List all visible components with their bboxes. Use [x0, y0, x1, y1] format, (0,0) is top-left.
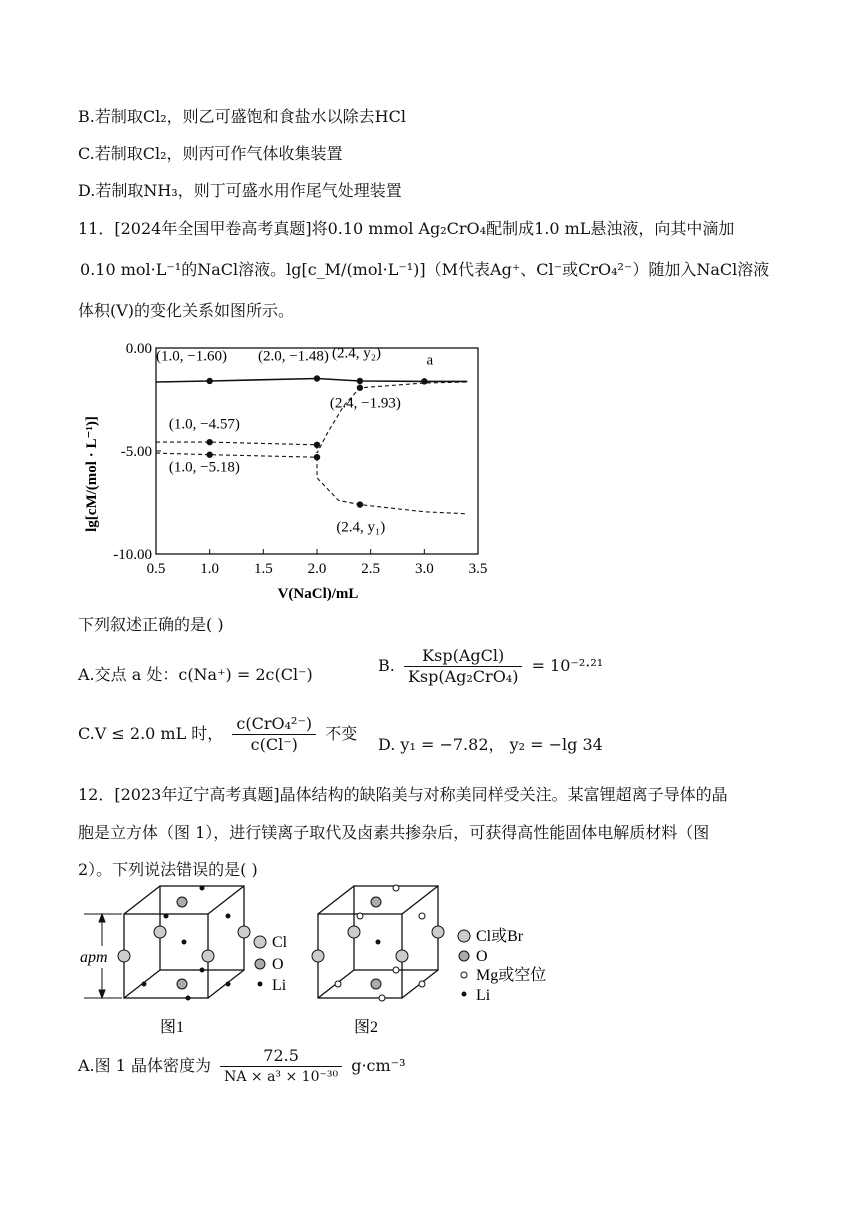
option-a-fraction	[220, 1046, 342, 1087]
fig2-caption: 图2	[354, 1019, 379, 1036]
option-b-fraction	[404, 646, 523, 687]
option-a-numerator: 72.5	[220, 1046, 342, 1067]
q11-option-d: D. y₁ = −7.82， y₂ = −lg 34	[378, 735, 603, 754]
option-b-prefix: B.	[378, 656, 395, 675]
point-annotation: (2.4, −1.93)	[329, 395, 401, 412]
option-c-prev: C.若制取Cl₂，则丙可作气体收集装置	[78, 144, 343, 163]
point-annotation: a	[426, 352, 434, 369]
series-line-1	[156, 379, 467, 383]
fig2-legend-markers	[458, 930, 470, 996]
q12-option-a	[78, 1046, 406, 1087]
data-point	[357, 501, 363, 507]
q11-option-b	[378, 646, 603, 687]
q12-line1: 12．[2023年辽宁高考真题]晶体结构的缺陷美与对称美同样受关注。某富锂超离子导体的晶	[78, 785, 728, 804]
x-tick-label: 0.5	[146, 561, 166, 577]
option-a-suffix: g·cm⁻³	[351, 1056, 406, 1075]
fig1-caption: 图1	[160, 1019, 185, 1036]
fig1-legend-o: O	[272, 956, 284, 973]
option-a-prefix: A.图 1 晶体密度为	[78, 1056, 211, 1075]
q11-option-a: A.交点 a 处：c(Na⁺) = 2c(Cl⁻)	[78, 665, 313, 684]
fig2-legend-o: O	[476, 948, 488, 965]
option-b-prev: B.若制取Cl₂，则乙可盛饱和食盐水以除去HCl	[78, 107, 406, 126]
chart-xlabel: V(NaCl)/mL	[277, 586, 359, 602]
x-tick-label: 3.5	[468, 561, 488, 577]
data-point	[314, 375, 320, 381]
x-tick-label: 3.0	[414, 561, 434, 577]
data-point	[206, 378, 212, 384]
x-tick-label: 2.0	[307, 561, 327, 577]
x-tick-label: 2.5	[361, 561, 381, 577]
y-tick-label: 0.00	[125, 341, 152, 357]
data-point	[206, 452, 212, 458]
q12-line2: 胞是立方体（图 1），进行镁离子取代及卤素共掺杂后，可获得高性能固体电解质材料（图	[78, 823, 710, 842]
option-c-numerator: c(CrO₄²⁻)	[232, 714, 316, 735]
q11-line2: 0.10 mol·L⁻¹的NaCl溶液。lg[c_M/(mol·L⁻¹)]（M代表Ag⁺、Cl⁻或CrO₄²⁻）随加入NaCl溶液	[80, 260, 770, 279]
x-tick-label: 1.0	[200, 561, 220, 577]
data-point	[421, 378, 427, 384]
dimension-label: apm	[80, 949, 108, 966]
fig2-atoms	[312, 885, 444, 1001]
data-point	[357, 378, 363, 384]
q11-line1: 11．[2024年全国甲卷高考真题]将0.10 mmol Ag₂CrO₄配制成1.0 mL悬浊液，向其中滴加	[78, 219, 735, 238]
option-a-denominator: NA × a³ × 10⁻³⁰	[224, 1069, 339, 1085]
point-annotation: (2.4, y₁)	[336, 519, 386, 536]
fig2-legend-clbr: Cl或Br	[476, 928, 524, 945]
point-annotation: (1.0, −5.18)	[168, 459, 240, 476]
x-tick-label: 1.5	[253, 561, 273, 577]
data-point	[314, 454, 320, 460]
y-tick-label: -10.00	[113, 547, 152, 563]
q11-prompt: 下列叙述正确的是( )	[78, 615, 224, 634]
option-b-denominator: Ksp(Ag₂CrO₄)	[407, 667, 519, 686]
chart-ylabel: lg[cM/(mol · L⁻¹)]	[84, 416, 100, 532]
point-annotation: (1.0, −4.57)	[168, 416, 240, 433]
point-annotation: (2.0, −1.48)	[257, 348, 329, 365]
fig1-legend-markers	[254, 936, 266, 986]
q11-option-c	[78, 714, 357, 755]
crystal-figures	[78, 880, 598, 1040]
fig2-legend-li: Li	[476, 987, 491, 1004]
option-c-suffix: 不变	[325, 724, 358, 743]
option-b-suffix: = 10⁻²·²¹	[531, 656, 604, 675]
option-c-denominator: c(Cl⁻)	[250, 735, 298, 754]
point-annotation: (2.4, y₂)	[332, 345, 382, 362]
fig2-legend-mg: Mg或空位	[476, 967, 547, 984]
data-point	[357, 385, 363, 391]
q11-chart	[78, 336, 558, 606]
fig1-legend-cl: Cl	[272, 934, 288, 951]
data-point	[314, 442, 320, 448]
data-point	[206, 439, 212, 445]
q12-line3: 2）。下列说法错误的是( )	[78, 860, 258, 879]
fig1-legend-li: Li	[272, 977, 287, 994]
option-d-prev: D.若制取NH₃，则丁可盛水用作尾气处理装置	[78, 181, 402, 200]
point-annotation: (1.0, −1.60)	[156, 348, 227, 365]
option-c-prefix: C.V ≤ 2.0 mL 时，	[78, 724, 224, 743]
option-c-fraction	[232, 714, 316, 755]
q11-line3: 体积(V)的变化关系如图所示。	[78, 301, 295, 320]
option-b-numerator: Ksp(AgCl)	[404, 646, 523, 667]
y-tick-label: -5.00	[120, 444, 152, 460]
